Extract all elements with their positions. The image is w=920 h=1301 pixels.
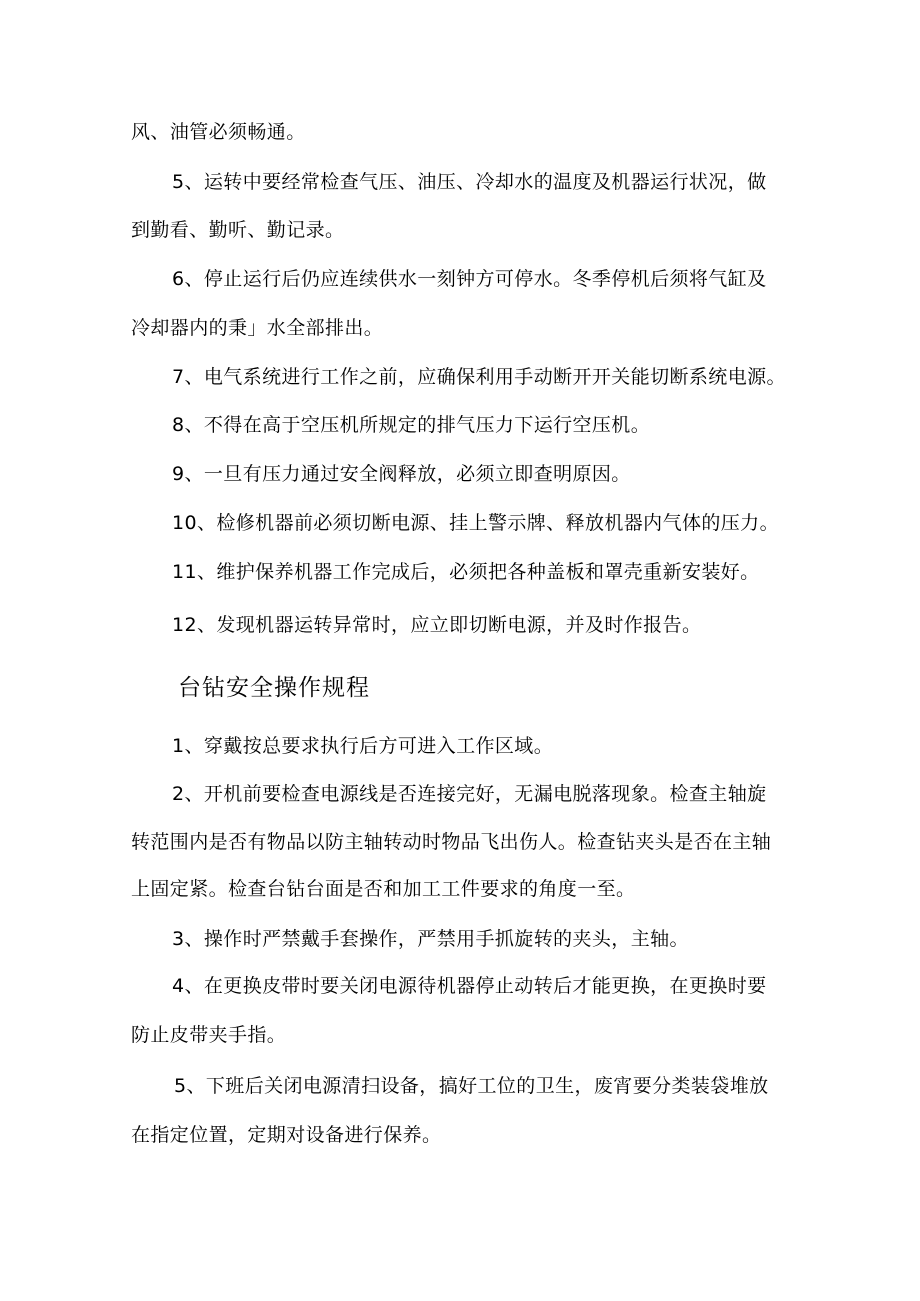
paragraph-line: 转范围内是否有物品以防主轴转动时物品飞出伤人。检查钻夹头是否在主轴 <box>131 831 772 853</box>
paragraph-line: 1、穿戴按总要求执行后方可进入工作区域。 <box>172 735 554 757</box>
paragraph-line: 7、电气系统进行工作之前，应确保利用手动断开开关能切断系统电源。 <box>172 366 786 388</box>
paragraph-line: 防止皮带夹手指。 <box>131 1024 287 1046</box>
paragraph-line: 上固定紧。检查台钻台面是否和加工工件要求的角度一至。 <box>131 878 636 900</box>
paragraph-line: 6、停止运行后仍应连续供水一刻钟方可停水。冬季停机后须将气缸及 <box>172 268 767 290</box>
paragraph-line: 9、一旦有压力通过安全阀释放，必须立即查明原因。 <box>172 463 631 485</box>
paragraph-line: 在指定位置，定期对设备进行保养。 <box>131 1124 442 1146</box>
paragraph-line: 2、开机前要检查电源线是否连接完好，无漏电脱落现象。检查主轴旋 <box>172 783 767 805</box>
paragraph-line: 风、油管必须畅通。 <box>131 121 306 143</box>
paragraph-line: 4、在更换皮带时要关闭电源待机器停止动转后才能更换，在更换时要 <box>172 975 767 997</box>
paragraph-line: 到勤看、勤听、勤记录。 <box>131 219 345 241</box>
paragraph-line: 5、下班后关闭电源清扫设备，搞好工位的卫生，废宵要分类装袋堆放 <box>174 1075 769 1097</box>
paragraph-line: 12、发现机器运转异常时，应立即切断电源，并及时作报告。 <box>172 614 702 636</box>
paragraph-line: 5、运转中要经常检查气压、油压、冷却水的温度及机器运行状况，做 <box>172 171 767 193</box>
paragraph-line: 冷却器内的秉」水全部排出。 <box>131 317 384 339</box>
section-heading: 台钻安全操作规程 <box>178 675 370 701</box>
paragraph-line: 11、维护保养机器工作完成后，必须把各种盖板和罩壳重新安装好。 <box>172 561 760 583</box>
paragraph-line: 10、检修机器前必须切断电源、挂上警示牌、释放机器内气体的压力。 <box>172 512 779 534</box>
paragraph-line: 3、操作时严禁戴手套操作，严禁用手抓旋转的夹头，主轴。 <box>172 928 689 950</box>
paragraph-line: 8、不得在高于空压机所规定的排气压力下运行空压机。 <box>172 414 651 436</box>
